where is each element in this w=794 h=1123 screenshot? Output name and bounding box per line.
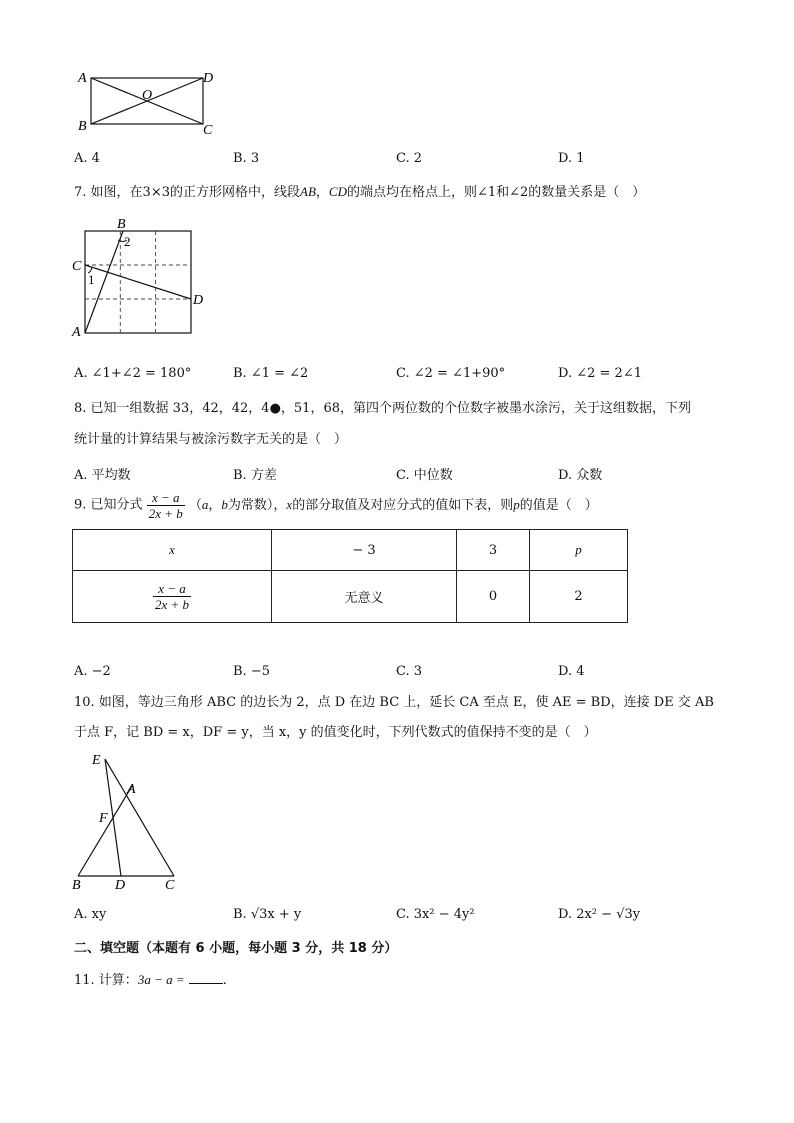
q9-cell-x-label: x xyxy=(73,530,272,571)
q7-label-one: 1 xyxy=(88,272,95,287)
q9-cell-v3: 2 xyxy=(530,571,628,623)
q9-cell-v1: 无意义 xyxy=(272,571,457,623)
q10-stem-line1: 10. 如图，等边三角形 ABC 的边长为 2，点 D 在边 BC 上，延长 CA 至点 E，使 AE = BD，连接 DE 交 AB xyxy=(74,695,714,710)
q6-label-b: B xyxy=(78,119,87,134)
q9-value-table xyxy=(72,529,628,623)
q9-cell-x2: 3 xyxy=(457,530,530,571)
q9-option-c[interactable]: C. 3 xyxy=(396,664,423,679)
q7-option-a[interactable]: A. ∠1+∠2 = 180° xyxy=(74,366,192,381)
section-heading: 二、填空题（本题有 6 小题，每小题 3 分，共 18 分） xyxy=(74,941,398,956)
q6-rectangle-figure xyxy=(72,64,222,140)
q9-cell-x1: − 3 xyxy=(272,530,457,571)
q7-stem-b: 的正方形网格中，线段 xyxy=(169,185,300,200)
q10-option-c[interactable]: C. 3x² − 4y² xyxy=(396,907,475,922)
q7-seg-cd: CD xyxy=(328,184,347,199)
q10-stem-line2: 于点 F，记 BD = x，DF = y，当 x，y 的值变化时，下列代数式的值保持不变的是（ ） xyxy=(74,725,597,740)
q9-fraction-denominator: 2x + b xyxy=(148,506,183,521)
q10-label-d: D xyxy=(115,878,126,892)
q9-table-fraction-numerator: x − a xyxy=(153,581,191,597)
q9-cell-frac-label xyxy=(73,571,272,623)
q7-label-d: D xyxy=(193,293,204,308)
q7-option-d[interactable]: D. ∠2 = 2∠1 xyxy=(558,366,642,381)
q10-option-b[interactable]: B. √3x + y xyxy=(233,907,302,922)
q9-stem-mid3: 为常数）， xyxy=(227,498,287,513)
q9-var-x: x xyxy=(286,497,293,512)
q10-label-c: C xyxy=(165,878,175,892)
q7-sep: ， xyxy=(315,185,329,200)
q6-label-c: C xyxy=(203,123,213,138)
q11-prefix: 11. 计算： xyxy=(74,973,138,988)
q7-option-c[interactable]: C. ∠2 = ∠1+90° xyxy=(396,366,506,381)
q6-label-o: O xyxy=(142,88,153,103)
q11-expression: 3a − a = xyxy=(137,972,185,987)
q8-stem-line2: 统计量的计算结果与被涂污数字无关的是（ ） xyxy=(74,432,348,447)
q7-seg-ab: AB xyxy=(300,184,316,199)
q9-stem-prefix: 9. 已知分式 xyxy=(74,497,143,513)
q7-label-b: B xyxy=(117,217,126,232)
q9-option-a[interactable]: A. −2 xyxy=(74,664,111,679)
q8-option-d[interactable]: D. 众数 xyxy=(558,468,603,483)
q6-option-b[interactable]: B. 3 xyxy=(233,151,260,166)
q9-option-b[interactable]: B. −5 xyxy=(233,664,270,679)
q7-stem-a: 7. 如图，在 xyxy=(74,185,143,200)
q10-label-f: F xyxy=(99,811,108,826)
q9-table-row-1 xyxy=(73,530,628,571)
q10-label-a: A xyxy=(127,782,136,797)
q11-suffix: . xyxy=(222,973,227,988)
q8-option-a[interactable]: A. 平均数 xyxy=(74,468,131,483)
q11-stem xyxy=(74,971,227,989)
q8-option-b[interactable]: B. 方差 xyxy=(233,468,277,483)
q9-fraction-numerator: x − a xyxy=(147,490,185,506)
q10-option-a[interactable]: A. xy xyxy=(74,907,107,922)
q9-table-fraction xyxy=(153,581,191,612)
q9-var-p: p xyxy=(513,497,520,512)
q6-label-d: D xyxy=(203,71,214,86)
q7-label-c: C xyxy=(72,259,82,274)
q7-stem xyxy=(74,184,645,201)
q9-table-row-2 xyxy=(73,571,628,623)
q7-label-two: 2 xyxy=(124,234,131,249)
q10-option-d[interactable]: D. 2x² − √3y xyxy=(558,907,641,922)
q6-option-d[interactable]: D. 1 xyxy=(558,151,585,166)
q10-label-b: B xyxy=(72,878,81,892)
q9-var-a: a xyxy=(201,497,209,512)
q7-grid-size: 3×3 xyxy=(142,185,170,200)
q6-label-a: A xyxy=(78,71,87,86)
q9-stem-suffix: 的值是（ ） xyxy=(519,498,598,513)
q9-stem-mid2: ， xyxy=(208,498,222,513)
q8-option-c[interactable]: C. 中位数 xyxy=(396,468,453,483)
q9-cell-x3: p xyxy=(530,530,628,571)
q9-option-d[interactable]: D. 4 xyxy=(558,664,585,679)
q7-label-a: A xyxy=(72,325,81,340)
q9-cell-v2: 0 xyxy=(457,571,530,623)
q11-answer-blank[interactable] xyxy=(189,971,223,984)
q9-var-b: b xyxy=(221,497,228,512)
q9-fraction xyxy=(147,490,185,521)
q9-stem-mid1: （ xyxy=(188,498,202,513)
q10-triangle-figure xyxy=(66,746,190,892)
q7-option-b[interactable]: B. ∠1 = ∠2 xyxy=(233,366,309,381)
q9-stem xyxy=(74,490,598,521)
q7-grid-figure xyxy=(68,214,214,342)
q6-option-a[interactable]: A. 4 xyxy=(74,151,100,166)
q8-stem-line1: 8. 已知一组数据 33，42，42，4●，51，68，第四个两位数的个位数字被墨水涂污，关于这组数据，下列 xyxy=(74,401,691,416)
q9-stem-mid4: 的部分取值及对应分式的值如下表，则 xyxy=(292,498,514,513)
q10-label-e: E xyxy=(92,753,101,768)
q7-stem-c: 的端点均在格点上，则∠1和∠2的数量关系是（ ） xyxy=(346,185,646,200)
q9-table-fraction-denominator: 2x + b xyxy=(154,597,190,612)
q6-option-c[interactable]: C. 2 xyxy=(396,151,423,166)
